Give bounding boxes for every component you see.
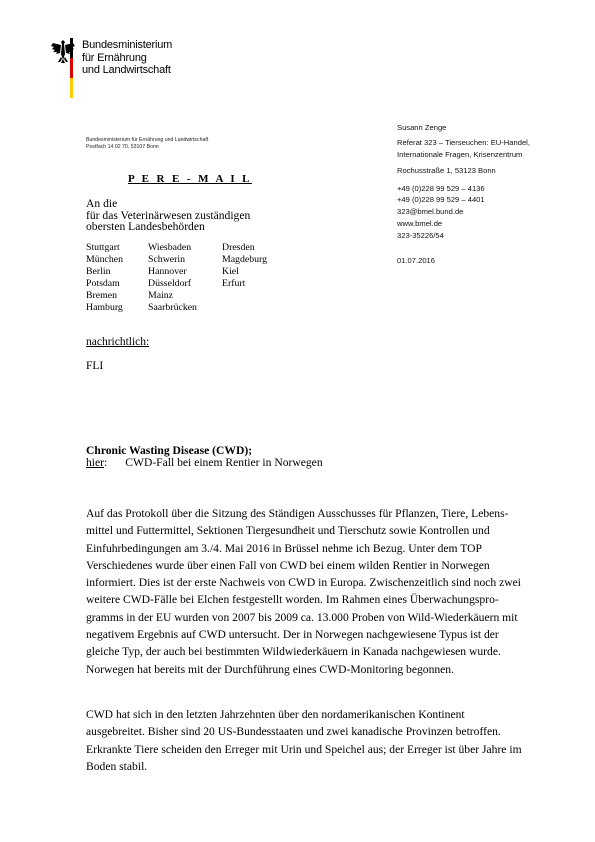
body-line: Boden stabil.	[86, 759, 148, 773]
cc-label-text: nachrichtlich	[86, 336, 147, 348]
sender-address-line: Postfach 14 02 70, 53107 Bonn	[86, 143, 159, 150]
body-line: negativem Ergebnis auf CWD untersucht. Der in Norwegen nachgewiesene Typus ist der	[86, 628, 499, 642]
body-line: gramms in der EU wurden von 2007 bis 2009 ca. 13.000 Proben von Wild-Wiederkäuern mit	[86, 610, 518, 624]
body-line: Erkrankte Tiere scheiden den Erreger mit Urin und Speichel aus; der Erreger ist über Jahre im	[86, 742, 522, 756]
city-name: Magdeburg	[222, 254, 267, 265]
flag-stripe-red	[70, 58, 73, 78]
cc-label-colon: :	[146, 336, 150, 348]
flag-stripe-gold	[70, 78, 73, 98]
subject-line	[86, 456, 323, 469]
body-line: ausgebreitet. Bisher sind 20 US-Bundesstaaten und zwei kanadische Provinzen betroffen.	[86, 725, 501, 739]
city-name: Düsseldorf	[148, 278, 191, 289]
body-line: Einfuhrbedingungen am 3./4. Mai 2016 in Brüssel nehme ich Bezug. Unter dem TOP	[86, 541, 482, 555]
info-value-reference: 323-35226/54	[397, 231, 444, 240]
city-name: Berlin	[86, 266, 111, 277]
subject-title: Chronic Wasting Disease (CWD);	[86, 444, 253, 457]
info-value-phone: +49 (0)228 99 529 – 4136	[397, 184, 485, 193]
body-line: Auf das Protokoll über die Sitzung des Ständigen Ausschusses für Pflanzen, Tiere, Lebens-	[86, 507, 509, 520]
city-name: Potsdam	[86, 278, 120, 289]
city-name: Kiel	[222, 266, 239, 277]
city-name: München	[86, 254, 124, 265]
info-value-fax: +49 (0)228 99 529 – 4401	[397, 195, 485, 204]
ministry-name	[82, 39, 172, 77]
recipient-address	[86, 198, 250, 233]
ministry-name-line: und Landwirtschaft	[82, 64, 171, 76]
city-name: Hamburg	[86, 302, 123, 313]
cc-recipient: FLI	[86, 360, 104, 372]
flag-stripe-black	[70, 38, 73, 58]
department-line: Internationale Fragen, Krisenzentrum	[397, 150, 523, 159]
delivery-method: P E R E - M A I L	[128, 173, 252, 185]
ministry-name-line: Bundesministerium	[82, 39, 173, 51]
city-name: Hannover	[148, 266, 187, 277]
subject-prefix: hier	[86, 456, 105, 469]
info-value-email[interactable]: 323@bmel.bund.de	[397, 207, 464, 216]
city-name: Bremen	[86, 290, 118, 301]
department-line: Referat 323 – Tierseuchen: EU-Handel,	[397, 138, 530, 147]
cc-label	[86, 336, 149, 348]
subject-colon: :	[104, 456, 108, 469]
contact-name: Susann Zenge	[397, 123, 447, 132]
body-line: Verschiedenes wurde über einen Fall von CWD bei einem wilden Rentier in Norwegen	[86, 558, 490, 572]
recipient-line: An die	[86, 197, 118, 210]
body-line: weitere CWD-Fälle bei Elchen festgestellt worden. Im Rahmen eines Überwachungspro-	[86, 593, 499, 607]
city-name: Stuttgart	[86, 242, 120, 253]
info-value-address: Rochusstraße 1, 53123 Bonn	[397, 166, 496, 175]
city-name: Schwerin	[148, 254, 186, 265]
city-name: Mainz	[148, 290, 174, 301]
city-name: Wiesbaden	[148, 242, 192, 253]
info-value-date: 01.07.2016	[397, 256, 436, 265]
body-paragraph-2	[86, 706, 556, 775]
recipient-line: obersten Landesbehörden	[86, 220, 205, 233]
body-line: gleiche Typ, der auch bei bestimmten Wildwiederkäuern in Kanada nachgewiesen wurde.	[86, 645, 501, 659]
city-name: Saarbrücken	[148, 302, 197, 313]
city-name: Dresden	[222, 242, 255, 253]
body-line: mittel und Futtermittel, Sektionen Tiergesundheit und Tierschutz sowie Kontrollen und	[86, 524, 490, 538]
sender-return-address	[86, 137, 208, 150]
body-line: informiert. Dies ist der erste Nachweis von CWD in Europa. Zwischenzeitlich sind noch zwei	[86, 576, 521, 590]
info-value-internet[interactable]: www.bmel.de	[397, 219, 443, 228]
subject-text: CWD-Fall bei einem Rentier in Norwegen	[125, 456, 323, 469]
body-line: CWD hat sich in den letzten Jahrzehnten über den nordamerikanischen Kontinent	[86, 708, 465, 721]
sender-address-line: Bundesministerium für Ernährung und Landwirtschaft	[86, 137, 209, 143]
recipient-line: für das Veterinärwesen zuständigen	[86, 208, 251, 222]
city-name: Erfurt	[222, 278, 246, 289]
body-line: Norwegen hat bereits mit der Durchführung eines CWD-Monitoring begonnen.	[86, 662, 455, 676]
body-paragraph-1	[86, 505, 556, 678]
ministry-name-line: für Ernährung	[82, 51, 147, 64]
